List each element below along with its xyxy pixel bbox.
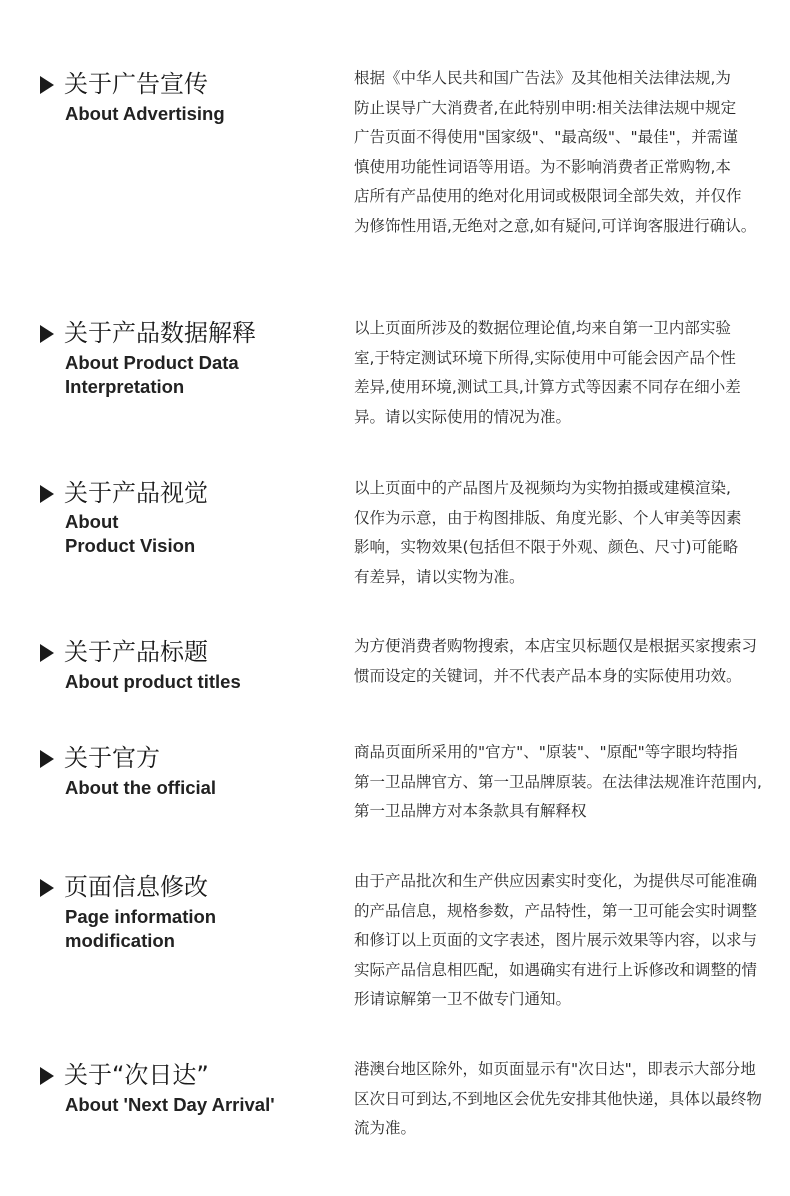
section-title-en: About Product Data Interpretation	[65, 352, 239, 397]
triangle-right-icon	[40, 76, 54, 94]
section-title-zh: 关于“次日达”	[64, 1061, 209, 1089]
triangle-right-icon	[40, 485, 54, 503]
section-title-en: Page information modification	[65, 906, 217, 951]
triangle-right-icon	[40, 750, 54, 768]
triangle-right-icon	[40, 1067, 54, 1085]
section-title-zh: 页面信息修改	[64, 873, 208, 901]
section-title-en: About 'Next Day Arrival'	[65, 1094, 275, 1115]
section-title-en: About the official	[65, 777, 217, 798]
section-body: 为方便消费者购物搜索，本店宝贝标题仅是根据买家搜索习 惯而设定的关键词，并不代表产品本身的实际使用功效。	[354, 637, 758, 685]
section-title-en: About Product Vision	[65, 511, 196, 556]
triangle-right-icon	[40, 644, 54, 662]
section-body: 以上页面所涉及的数据位理论值,均来自第一卫内部实验 室,于特定测试环境下所得,实际使用中可能会因产品个性 差异,使用环境,测试工具,计算方式等因素不同存在细小差 异。请以实际使用的情况为准。	[354, 319, 741, 426]
section-title-zh: 关于官方	[64, 744, 160, 772]
section-title-zh: 关于广告宣传	[64, 70, 208, 98]
triangle-right-icon	[40, 325, 54, 343]
section-body: 以上页面中的产品图片及视频均为实物拍摄或建模渲染, 仅作为示意，由于构图排版、角度光影、个人审美等因素 影响，实物效果(包括但不限于外观、颜色、尺寸)可能略 有差异，请以实物为准。	[354, 479, 742, 586]
triangle-right-icon	[40, 879, 54, 897]
section-title-zh: 关于产品数据解释	[64, 319, 256, 347]
section-body: 由于产品批次和生产供应因素实时变化，为提供尽可能准确 的产品信息，规格参数，产品特性，第一卫可能会实时调整 和修订以上页面的文字表述，图片展示效果等内容，以求与 实际产品信息相匹配，如遇确实有进行上诉修改和调整的情 形请谅解第一卫不做专门通知。	[354, 872, 758, 1008]
section-body: 根据《中华人民共和国广告法》及其他相关法律法规,为 防止误导广大消费者,在此特别申明:相关法律法规中规定 广告页面不得使用"国家级"、"最高级"、"最佳"，并需谨 慎使用功能性词语等用语。为不影响消费者正常购物,本 店所有产品使用的绝对化用词或极限词全部失效，并仅作 为修饰性用语,无绝对之意,如有疑问,可详询客服进行确认。	[354, 69, 757, 235]
section-body: 商品页面所采用的"官方"、"原装"、"原配"等字眼均特指 第一卫品牌官方、第一卫品牌原装。在法律法规准许范围内, 第一卫品牌方对本条款具有解释权	[354, 743, 762, 820]
section-title-zh: 关于产品视觉	[64, 479, 208, 507]
section-body: 港澳台地区除外，如页面显示有"次日达"，即表示大部分地 区次日可到达,不到地区会优先安排其他快递，具体以最终物 流为准。	[354, 1060, 762, 1137]
section-title-en: About Advertising	[65, 103, 225, 124]
section-title-zh: 关于产品标题	[64, 638, 208, 666]
section-title-en: About product titles	[65, 671, 241, 692]
